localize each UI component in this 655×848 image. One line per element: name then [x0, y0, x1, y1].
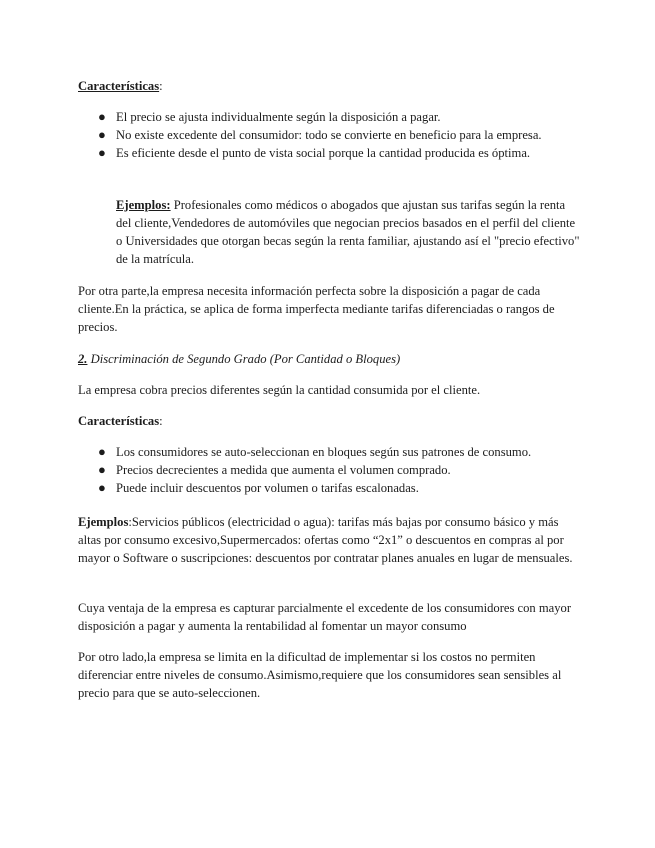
advantage-paragraph: Cuya ventaja de la empresa es capturar parcialmente el excedente de los consumidores con mayor disposición a pagar y aumenta la rentabilidad al fomentar un mayor consumo	[78, 601, 572, 633]
section-2-intro: La empresa cobra precios diferentes según la cantidad consumida por el cliente.	[78, 383, 481, 397]
characteristics-heading-2: Características:	[78, 414, 163, 428]
characteristics-list-1	[78, 108, 583, 162]
list-item: ● Precios decrecientes a medida que aumenta el volumen comprado.	[98, 462, 451, 477]
limitation-paragraph: Por otro lado,la empresa se limita en la dificultad de implementar si los costos no permiten diferenciar entre niveles de consumo.Asimismo,requiere que los consumidores sean sensibles al precio para que se auto-seleccionen.	[78, 650, 562, 700]
characteristics-heading-1: Características:	[78, 79, 163, 93]
list-item: ● No existe excedente del consumidor: todo se convierte en beneficio para la empresa.	[98, 127, 542, 142]
examples-paragraph-1: Ejemplos: Profesionales como médicos o abogados que ajustan sus tarifas según la renta del cliente,Vendedores de automóviles que negocian precios basados en el perfil del cliente o Universidades que otorgan becas según la renta familiar, ajustando así el "precio efectivo" de la matrícula.	[116, 198, 580, 266]
bullet-icon: ●	[98, 444, 106, 459]
examples-paragraph-2: Ejemplos:Servicios públicos (electricidad o agua): tarifas más bajas por consumo básico y más altas por consumo excesivo,Supermercados: ofertas como “2x1” o descuentos en compras al por mayor o Software o suscripciones: descuentos por contratar planes anuales en lugar de mensuales.	[78, 515, 573, 565]
bullet-icon: ●	[98, 109, 106, 124]
list-item: ● Puede incluir descuentos por volumen o tarifas escalonadas.	[98, 480, 419, 495]
section-2-title: 2. Discriminación de Segundo Grado (Por Cantidad o Bloques)	[78, 352, 401, 366]
bullet-icon: ●	[98, 145, 106, 160]
characteristics-list-2	[78, 443, 583, 497]
list-item: ● El precio se ajusta individualmente según la disposición a pagar.	[98, 109, 441, 124]
list-item: ● Los consumidores se auto-seleccionan en bloques según sus patrones de consumo.	[98, 444, 532, 459]
list-item: ● Es eficiente desde el punto de vista social porque la cantidad producida es óptima.	[98, 145, 531, 160]
perfect-information-paragraph: Por otra parte,la empresa necesita información perfecta sobre la disposición a pagar de cada cliente.En la práctica, se aplica de forma imperfecta mediante tarifas diferenciadas o rangos de precios.	[78, 284, 555, 334]
bullet-icon: ●	[98, 462, 106, 477]
bullet-icon: ●	[98, 480, 106, 495]
bullet-icon: ●	[98, 127, 106, 142]
